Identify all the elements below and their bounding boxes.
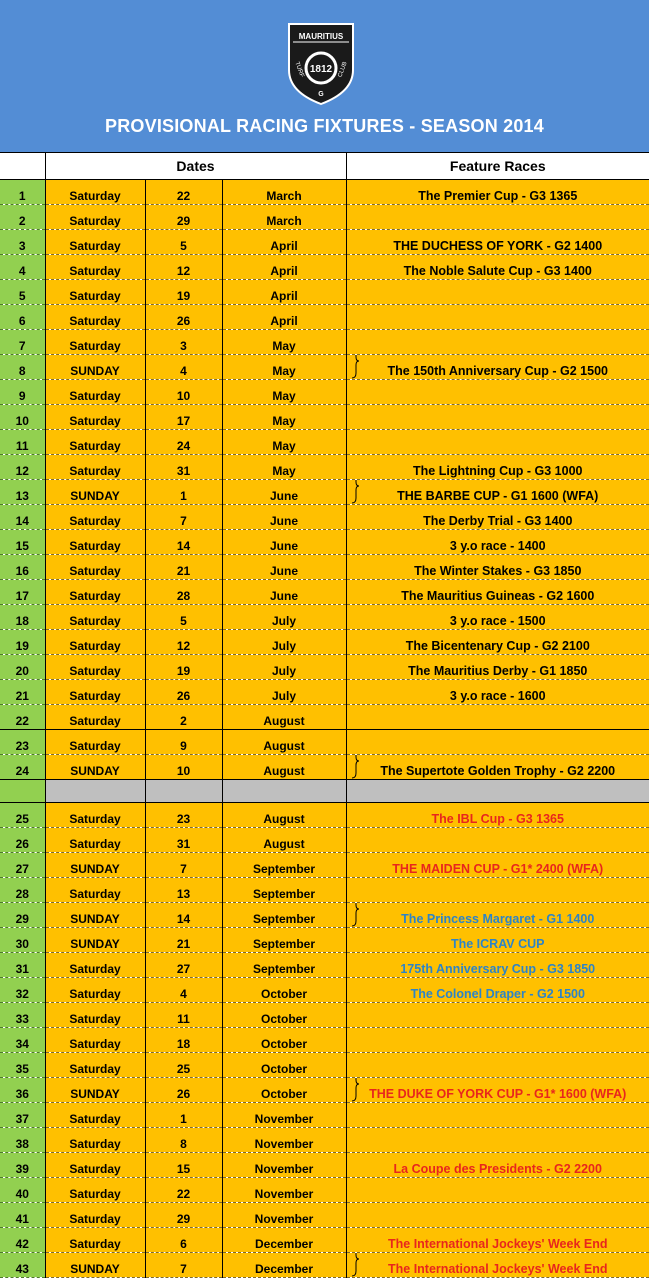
fixture-month: December xyxy=(222,1253,346,1278)
fixture-race: The Mauritius Derby - G1 1850 xyxy=(346,655,649,680)
table-row xyxy=(0,903,649,928)
fixture-day: Saturday xyxy=(45,680,145,705)
fixture-date: 17 xyxy=(145,405,222,430)
fixture-date: 7 xyxy=(145,1253,222,1278)
fixture-race: The Winter Stakes - G3 1850 xyxy=(346,555,649,580)
table-row xyxy=(0,1003,649,1028)
fixture-month: April xyxy=(222,305,346,330)
fixture-race: THE DUKE OF YORK CUP - G1* 1600 (WFA) xyxy=(346,1078,649,1103)
fixture-number: 35 xyxy=(0,1053,45,1078)
fixture-race xyxy=(346,1053,649,1078)
fixture-month: March xyxy=(222,205,346,230)
fixture-race xyxy=(346,380,649,405)
fixture-number: 32 xyxy=(0,978,45,1003)
fixture-number: 11 xyxy=(0,430,45,455)
table-row xyxy=(0,405,649,430)
table-row xyxy=(0,555,649,580)
fixture-number: 8 xyxy=(0,355,45,380)
fixture-number: 26 xyxy=(0,828,45,853)
fixture-race: The International Jockeys' Week End xyxy=(346,1228,649,1253)
fixture-month: September xyxy=(222,853,346,878)
fixture-date: 26 xyxy=(145,1078,222,1103)
fixture-date: 5 xyxy=(145,230,222,255)
fixture-number: 3 xyxy=(0,230,45,255)
fixture-number: 1 xyxy=(0,180,45,205)
table-row xyxy=(0,828,649,853)
table-row xyxy=(0,580,649,605)
table-row xyxy=(0,605,649,630)
fixture-day: Saturday xyxy=(45,330,145,355)
fixture-date: 21 xyxy=(145,555,222,580)
separator-cell xyxy=(45,780,145,803)
fixture-number: 19 xyxy=(0,630,45,655)
fixture-race: 175th Anniversary Cup - G3 1850 xyxy=(346,953,649,978)
fixture-month: April xyxy=(222,280,346,305)
table-row xyxy=(0,928,649,953)
fixture-number: 15 xyxy=(0,530,45,555)
fixture-month: September xyxy=(222,953,346,978)
table-row xyxy=(0,680,649,705)
fixture-date: 21 xyxy=(145,928,222,953)
logo-text-left: TURF xyxy=(293,61,305,79)
fixture-number: 2 xyxy=(0,205,45,230)
fixture-day: Saturday xyxy=(45,1028,145,1053)
fixture-date: 3 xyxy=(145,330,222,355)
table-row xyxy=(0,455,649,480)
table-row xyxy=(0,803,649,828)
fixture-race xyxy=(346,1178,649,1203)
table-row xyxy=(0,1178,649,1203)
fixture-race xyxy=(346,730,649,755)
fixture-race xyxy=(346,405,649,430)
fixture-date: 15 xyxy=(145,1153,222,1178)
fixture-date: 31 xyxy=(145,455,222,480)
separator-cell xyxy=(0,780,45,803)
table-row xyxy=(0,853,649,878)
fixture-month: June xyxy=(222,505,346,530)
table-row xyxy=(0,705,649,730)
fixture-date: 26 xyxy=(145,680,222,705)
fixture-day: SUNDAY xyxy=(45,355,145,380)
table-row xyxy=(0,953,649,978)
fixture-number: 39 xyxy=(0,1153,45,1178)
logo-text-top: MAURITIUS xyxy=(298,32,344,41)
fixture-number: 9 xyxy=(0,380,45,405)
fixture-day: Saturday xyxy=(45,405,145,430)
fixture-race: The 150th Anniversary Cup - G2 1500 xyxy=(346,355,649,380)
fixture-month: October xyxy=(222,1078,346,1103)
fixture-date: 26 xyxy=(145,305,222,330)
fixture-date: 12 xyxy=(145,255,222,280)
fixture-date: 4 xyxy=(145,978,222,1003)
fixture-month: October xyxy=(222,1028,346,1053)
fixture-day: Saturday xyxy=(45,430,145,455)
separator-cell xyxy=(145,780,222,803)
fixture-day: Saturday xyxy=(45,180,145,205)
fixture-month: July xyxy=(222,605,346,630)
fixture-day: Saturday xyxy=(45,580,145,605)
fixture-date: 1 xyxy=(145,480,222,505)
fixture-month: May xyxy=(222,405,346,430)
fixture-day: Saturday xyxy=(45,655,145,680)
fixture-month: July xyxy=(222,680,346,705)
table-row xyxy=(0,978,649,1003)
fixture-race xyxy=(346,205,649,230)
fixture-race: The Princess Margaret - G1 1400 xyxy=(346,903,649,928)
fixture-date: 23 xyxy=(145,803,222,828)
table-row xyxy=(0,380,649,405)
fixture-day: Saturday xyxy=(45,1153,145,1178)
fixture-month: September xyxy=(222,878,346,903)
fixture-number: 28 xyxy=(0,878,45,903)
fixture-race: The Lightning Cup - G3 1000 xyxy=(346,455,649,480)
separator-cell xyxy=(222,780,346,803)
fixture-month: December xyxy=(222,1228,346,1253)
table-row xyxy=(0,280,649,305)
fixture-number: 13 xyxy=(0,480,45,505)
fixture-date: 10 xyxy=(145,755,222,780)
fixture-number: 5 xyxy=(0,280,45,305)
fixture-day: SUNDAY xyxy=(45,480,145,505)
fixture-month: September xyxy=(222,903,346,928)
table-row xyxy=(0,1053,649,1078)
fixture-race: The ICRAV CUP xyxy=(346,928,649,953)
fixture-day: Saturday xyxy=(45,953,145,978)
fixture-race xyxy=(346,1028,649,1053)
fixture-date: 19 xyxy=(145,280,222,305)
fixture-date: 25 xyxy=(145,1053,222,1078)
fixture-day: Saturday xyxy=(45,1228,145,1253)
fixture-day: Saturday xyxy=(45,828,145,853)
fixture-date: 9 xyxy=(145,730,222,755)
fixture-date: 10 xyxy=(145,380,222,405)
table-row xyxy=(0,630,649,655)
fixture-month: May xyxy=(222,355,346,380)
fixture-number: 38 xyxy=(0,1128,45,1153)
fixture-number: 16 xyxy=(0,555,45,580)
fixture-race xyxy=(346,1128,649,1153)
table-row xyxy=(0,1028,649,1053)
fixture-race: The Supertote Golden Trophy - G2 2200 xyxy=(346,755,649,780)
fixture-date: 14 xyxy=(145,903,222,928)
table-row xyxy=(0,480,649,505)
fixture-month: November xyxy=(222,1103,346,1128)
fixture-date: 19 xyxy=(145,655,222,680)
fixture-month: September xyxy=(222,928,346,953)
fixture-day: SUNDAY xyxy=(45,1078,145,1103)
fixture-number: 36 xyxy=(0,1078,45,1103)
fixture-number: 27 xyxy=(0,853,45,878)
header-number xyxy=(0,153,45,180)
fixture-day: Saturday xyxy=(45,730,145,755)
fixture-month: June xyxy=(222,530,346,555)
table-row xyxy=(0,1253,649,1278)
fixture-number: 42 xyxy=(0,1228,45,1253)
fixture-race: The International Jockeys' Week End xyxy=(346,1253,649,1278)
fixture-race xyxy=(346,305,649,330)
fixture-day: SUNDAY xyxy=(45,853,145,878)
header-dates: Dates xyxy=(45,153,346,180)
table-row xyxy=(0,430,649,455)
fixture-date: 8 xyxy=(145,1128,222,1153)
fixture-day: Saturday xyxy=(45,978,145,1003)
fixture-day: SUNDAY xyxy=(45,928,145,953)
fixture-date: 14 xyxy=(145,530,222,555)
fixture-day: Saturday xyxy=(45,1178,145,1203)
fixture-race: THE DUCHESS OF YORK - G2 1400 xyxy=(346,230,649,255)
table-row xyxy=(0,878,649,903)
fixture-month: August xyxy=(222,803,346,828)
fixture-month: November xyxy=(222,1128,346,1153)
fixture-date: 7 xyxy=(145,853,222,878)
fixture-race: 3 y.o race - 1500 xyxy=(346,605,649,630)
fixture-day: Saturday xyxy=(45,605,145,630)
fixture-day: SUNDAY xyxy=(45,755,145,780)
fixture-date: 22 xyxy=(145,1178,222,1203)
fixture-date: 12 xyxy=(145,630,222,655)
fixture-race xyxy=(346,705,649,730)
page-title: PROVISIONAL RACING FIXTURES - SEASON 2014 xyxy=(105,116,544,136)
mauritius-turf-club-logo-icon xyxy=(285,20,357,106)
logo-text-right: CLUB xyxy=(337,61,349,79)
fixture-number: 23 xyxy=(0,730,45,755)
fixture-number: 33 xyxy=(0,1003,45,1028)
fixture-date: 27 xyxy=(145,953,222,978)
fixture-number: 41 xyxy=(0,1203,45,1228)
fixture-number: 22 xyxy=(0,705,45,730)
fixture-day: Saturday xyxy=(45,230,145,255)
fixture-day: Saturday xyxy=(45,380,145,405)
fixture-number: 40 xyxy=(0,1178,45,1203)
fixture-date: 29 xyxy=(145,205,222,230)
fixture-month: July xyxy=(222,655,346,680)
fixture-race xyxy=(346,430,649,455)
fixture-day: Saturday xyxy=(45,630,145,655)
fixture-month: August xyxy=(222,828,346,853)
fixture-number: 4 xyxy=(0,255,45,280)
fixture-number: 31 xyxy=(0,953,45,978)
fixture-date: 11 xyxy=(145,1003,222,1028)
fixture-month: June xyxy=(222,555,346,580)
table-row xyxy=(0,180,649,205)
fixture-number: 24 xyxy=(0,755,45,780)
table-row xyxy=(0,1153,649,1178)
fixture-day: Saturday xyxy=(45,1203,145,1228)
fixture-date: 5 xyxy=(145,605,222,630)
fixture-number: 12 xyxy=(0,455,45,480)
table-row xyxy=(0,255,649,280)
fixture-race: The Mauritius Guineas - G2 1600 xyxy=(346,580,649,605)
fixture-date: 4 xyxy=(145,355,222,380)
fixture-day: SUNDAY xyxy=(45,903,145,928)
fixture-race: The Bicentenary Cup - G2 2100 xyxy=(346,630,649,655)
table-row xyxy=(0,230,649,255)
logo-year: 1812 xyxy=(309,64,333,75)
fixture-race: The Noble Salute Cup - G3 1400 xyxy=(346,255,649,280)
fixture-day: Saturday xyxy=(45,505,145,530)
fixture-race xyxy=(346,878,649,903)
fixture-month: May xyxy=(222,330,346,355)
fixture-day: Saturday xyxy=(45,803,145,828)
fixture-day: Saturday xyxy=(45,255,145,280)
fixture-day: Saturday xyxy=(45,280,145,305)
fixture-number: 14 xyxy=(0,505,45,530)
table-row xyxy=(0,1128,649,1153)
fixture-date: 1 xyxy=(145,1103,222,1128)
fixture-race: The Premier Cup - G3 1365 xyxy=(346,180,649,205)
separator-cell xyxy=(346,780,649,803)
fixture-month: July xyxy=(222,630,346,655)
fixture-number: 29 xyxy=(0,903,45,928)
table-row xyxy=(0,730,649,755)
fixture-day: Saturday xyxy=(45,705,145,730)
table-row xyxy=(0,505,649,530)
fixture-month: November xyxy=(222,1203,346,1228)
fixture-date: 6 xyxy=(145,1228,222,1253)
fixture-race: The IBL Cup - G3 1365 xyxy=(346,803,649,828)
fixture-month: May xyxy=(222,455,346,480)
fixture-race xyxy=(346,330,649,355)
fixture-date: 31 xyxy=(145,828,222,853)
table-row xyxy=(0,1203,649,1228)
fixture-day: Saturday xyxy=(45,455,145,480)
fixture-race: La Coupe des Presidents - G2 2200 xyxy=(346,1153,649,1178)
fixture-month: November xyxy=(222,1178,346,1203)
table-row xyxy=(0,530,649,555)
fixture-date: 7 xyxy=(145,505,222,530)
fixture-month: May xyxy=(222,380,346,405)
fixture-date: 22 xyxy=(145,180,222,205)
fixtures-table xyxy=(0,152,649,1278)
fixture-month: October xyxy=(222,1053,346,1078)
header-feature-races: Feature Races xyxy=(346,153,649,180)
fixture-date: 24 xyxy=(145,430,222,455)
fixture-number: 20 xyxy=(0,655,45,680)
fixture-month: October xyxy=(222,1003,346,1028)
fixture-month: November xyxy=(222,1153,346,1178)
logo-letter: G xyxy=(318,91,324,98)
fixture-race xyxy=(346,1003,649,1028)
fixture-race: THE MAIDEN CUP - G1* 2400 (WFA) xyxy=(346,853,649,878)
fixture-number: 30 xyxy=(0,928,45,953)
fixture-race: The Derby Trial - G3 1400 xyxy=(346,505,649,530)
fixture-race xyxy=(346,1103,649,1128)
fixture-date: 28 xyxy=(145,580,222,605)
table-row xyxy=(0,305,649,330)
fixture-day: Saturday xyxy=(45,555,145,580)
table-row xyxy=(0,1228,649,1253)
fixture-number: 37 xyxy=(0,1103,45,1128)
table-row xyxy=(0,755,649,780)
fixture-day: Saturday xyxy=(45,1128,145,1153)
fixture-month: June xyxy=(222,480,346,505)
table-row xyxy=(0,1103,649,1128)
table-row xyxy=(0,330,649,355)
fixture-date: 18 xyxy=(145,1028,222,1053)
fixture-race xyxy=(346,1203,649,1228)
fixture-race: 3 y.o race - 1600 xyxy=(346,680,649,705)
table-row xyxy=(0,1078,649,1103)
fixture-race xyxy=(346,828,649,853)
fixture-number: 25 xyxy=(0,803,45,828)
fixture-number: 7 xyxy=(0,330,45,355)
fixture-number: 6 xyxy=(0,305,45,330)
fixture-race xyxy=(346,280,649,305)
fixture-month: May xyxy=(222,430,346,455)
fixture-month: March xyxy=(222,180,346,205)
fixture-day: Saturday xyxy=(45,1003,145,1028)
fixture-number: 43 xyxy=(0,1253,45,1278)
fixture-number: 10 xyxy=(0,405,45,430)
fixture-month: August xyxy=(222,730,346,755)
fixture-number: 34 xyxy=(0,1028,45,1053)
fixture-day: Saturday xyxy=(45,205,145,230)
table-header-row xyxy=(0,153,649,180)
fixture-date: 13 xyxy=(145,878,222,903)
fixture-day: Saturday xyxy=(45,1053,145,1078)
table-row xyxy=(0,655,649,680)
fixture-day: Saturday xyxy=(45,878,145,903)
fixture-race: THE BARBE CUP - G1 1600 (WFA) xyxy=(346,480,649,505)
fixture-date: 29 xyxy=(145,1203,222,1228)
fixture-race: 3 y.o race - 1400 xyxy=(346,530,649,555)
fixture-month: April xyxy=(222,230,346,255)
fixture-date: 2 xyxy=(145,705,222,730)
fixture-race: The Colonel Draper - G2 1500 xyxy=(346,978,649,1003)
page-header xyxy=(0,0,649,152)
fixture-month: August xyxy=(222,755,346,780)
fixture-month: April xyxy=(222,255,346,280)
table-row xyxy=(0,355,649,380)
separator-row xyxy=(0,780,649,803)
fixture-number: 17 xyxy=(0,580,45,605)
fixture-month: August xyxy=(222,705,346,730)
fixture-number: 21 xyxy=(0,680,45,705)
fixture-day: Saturday xyxy=(45,530,145,555)
fixture-day: Saturday xyxy=(45,305,145,330)
fixture-month: June xyxy=(222,580,346,605)
table-row xyxy=(0,205,649,230)
fixture-day: Saturday xyxy=(45,1103,145,1128)
fixture-day: SUNDAY xyxy=(45,1253,145,1278)
fixture-number: 18 xyxy=(0,605,45,630)
fixture-month: October xyxy=(222,978,346,1003)
